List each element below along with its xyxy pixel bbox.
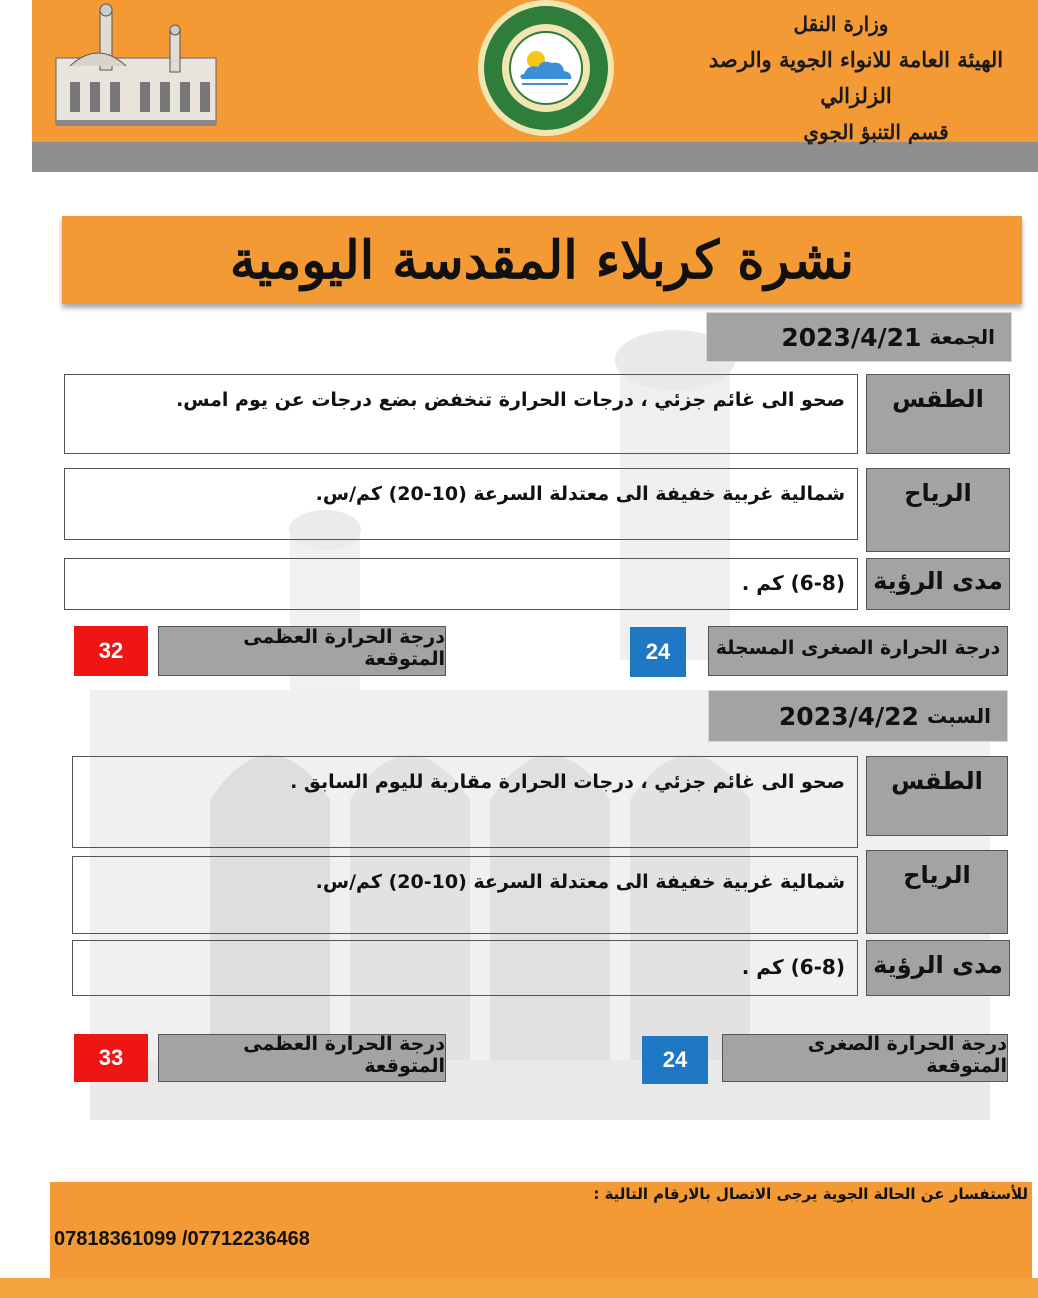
day-2-winds-text: شمالية غربية خفيفة الى معتدلة السرعة (10-20) كم/س. (72, 856, 858, 934)
day-1-max-temp-label: درجة الحرارة العظمى المتوقعة (158, 626, 446, 676)
ministry-name: وزارة النقل (793, 12, 889, 36)
authority-name: الهيئة العامة للانواء الجوية والرصد الزلزالي (708, 47, 1004, 108)
department-name: قسم التنبؤ الجوي (803, 120, 949, 144)
day-1-visibility-text: (6-8) كم . (64, 558, 858, 610)
day-1-weather-label: الطقس (866, 374, 1010, 454)
day-2-max-temp-value: 33 (74, 1034, 148, 1082)
day-2-visibility-label: مدى الرؤية (866, 940, 1010, 996)
footer-phone-numbers[interactable]: 07818361099 /07712236468 (54, 1228, 310, 1250)
organization-block (686, 6, 1026, 150)
day-2-min-temp-label: درجة الحرارة الصغرى المتوقعة (722, 1034, 1008, 1082)
footer-bottom-strip (0, 1278, 1038, 1298)
day-2-date-bar (708, 690, 1008, 742)
day-1-weather-text: صحو الى غائم جزئي ، درجات الحرارة تنخفض بضع درجات عن يوم امس. (64, 374, 858, 454)
day-1-winds-text: شمالية غربية خفيفة الى معتدلة السرعة (10-20) كم/س. (64, 468, 858, 540)
day-1-date-bar (706, 312, 1012, 362)
day-1-max-temp-value: 32 (74, 626, 148, 676)
day-2-min-temp-value: 24 (642, 1036, 708, 1084)
footer-inquiry-text: للأستفسار عن الحالة الجوية يرجى الاتصال بالارقام التالية : (593, 1185, 1028, 1203)
day-1-min-temp-value: 24 (630, 627, 686, 677)
day-1-date: 2023/4/21 (781, 322, 922, 352)
bulletin-title: نشرة كربلاء المقدسة اليومية (62, 216, 1022, 304)
day-1-name: الجمعة (929, 325, 995, 349)
day-2-visibility-text: (6-8) كم . (72, 940, 858, 996)
day-2-weather-text: صحو الى غائم جزئي ، درجات الحرارة مقاربة لليوم السابق . (72, 756, 858, 848)
shrine-picture-icon (50, 2, 222, 136)
day-1-winds-label: الرياح (866, 468, 1010, 552)
day-2-date: 2023/4/22 (778, 701, 919, 731)
day-2-name: السبت (926, 704, 991, 728)
day-2-weather-label: الطقس (866, 756, 1008, 836)
day-2-winds-label: الرياح (866, 850, 1008, 934)
day-1-visibility-label: مدى الرؤية (866, 558, 1010, 610)
authority-logo-icon (472, 0, 620, 136)
day-2-max-temp-label: درجة الحرارة العظمى المتوقعة (158, 1034, 446, 1082)
day-1-min-temp-label: درجة الحرارة الصغرى المسجلة (708, 626, 1008, 676)
